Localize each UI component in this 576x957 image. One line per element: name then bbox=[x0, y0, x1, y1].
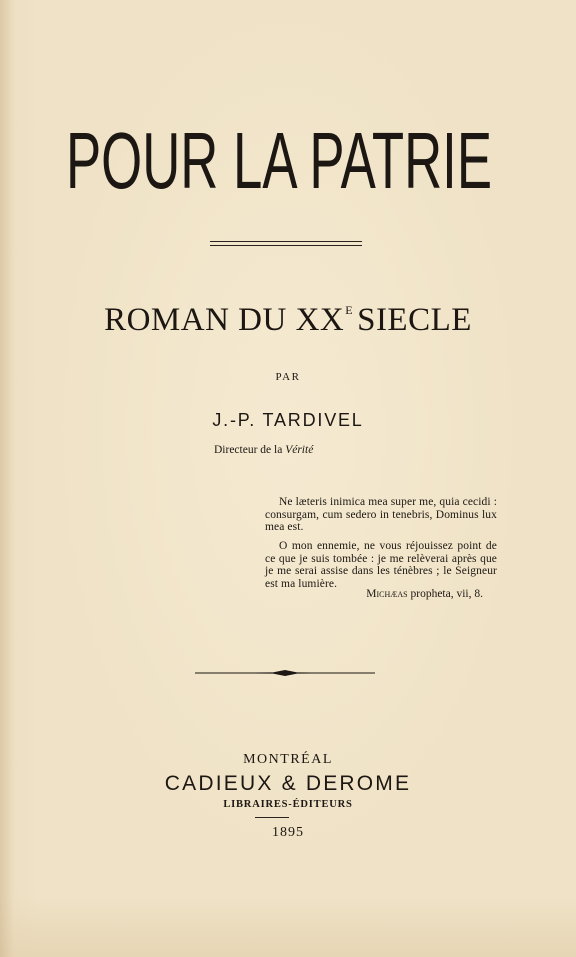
ornament-rule-svg bbox=[195, 667, 375, 679]
short-rule-divider bbox=[255, 817, 289, 818]
author-name: J.-P. TARDIVEL bbox=[212, 410, 364, 430]
ornament-rule-divider bbox=[195, 666, 375, 678]
publisher-role: LIBRAIRES-ÉDITEURS bbox=[223, 799, 353, 810]
subtitle-superscript: E bbox=[345, 303, 354, 317]
publication-year: 1895 bbox=[272, 825, 304, 840]
by-label: PAR bbox=[275, 371, 301, 383]
book-title bbox=[64, 112, 494, 202]
epigraph-latin: Ne læteris inimica mea super me, quia cecidi : consurgam, cum sedero in tenebris, Dominus lux mea est. bbox=[265, 496, 497, 534]
book-title-svg bbox=[64, 112, 494, 202]
author-role bbox=[214, 444, 313, 456]
publication-city: MONTRÉAL bbox=[243, 752, 333, 767]
subtitle bbox=[0, 290, 576, 340]
double-rule-divider bbox=[210, 241, 362, 247]
epigraph-source bbox=[265, 588, 483, 600]
epigraph-source-rest: propheta, vii, 8. bbox=[407, 588, 483, 600]
subtitle-main: ROMAN DU XX bbox=[104, 302, 345, 338]
epigraph-source-name: Michæas bbox=[366, 588, 408, 600]
publisher-name: CADIEUX & DEROME bbox=[164, 772, 412, 795]
subtitle-rest: SIECLE bbox=[357, 302, 472, 338]
author-role-publication: Vérité bbox=[285, 444, 314, 456]
author-role-prefix: Directeur de la bbox=[214, 444, 286, 456]
epigraph-french: O mon ennemie, ne vous réjouissez point de ce que je suis tombée : je me relèverai après que je me serai assise dans les ténèbres ; le Seigneur est ma lumière. bbox=[265, 540, 497, 590]
book-title-text: POUR LA PATRIE bbox=[66, 116, 492, 202]
